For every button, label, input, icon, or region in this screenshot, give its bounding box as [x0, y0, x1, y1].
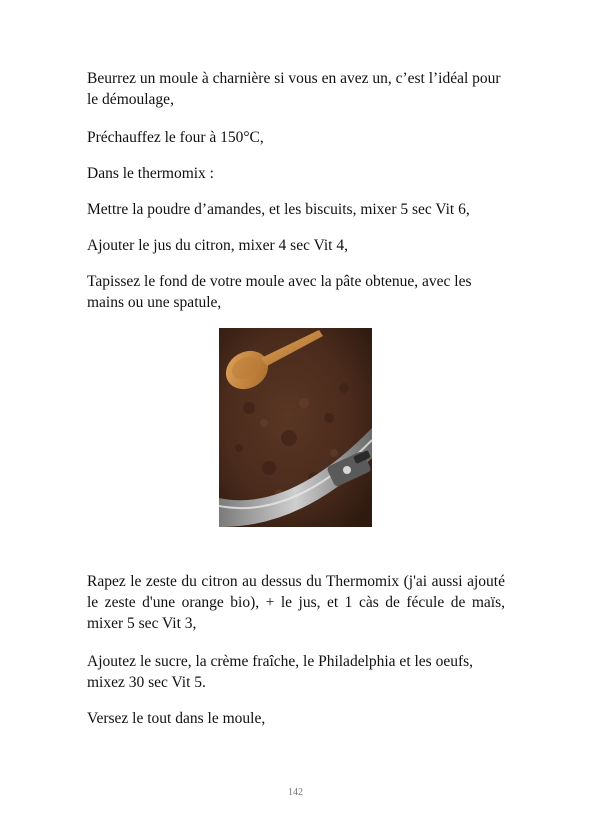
paragraph-add-sugar: Ajoutez le sucre, la crème fraîche, le Philadelphia et les oeufs, mixez 30 sec Vit 5.: [87, 653, 474, 691]
crust-photo-illustration: [219, 328, 372, 527]
paragraph-thermomix-heading: Dans le thermomix :: [87, 165, 214, 182]
paragraph-pour-mold: Versez le tout dans le moule,: [87, 710, 266, 727]
paragraph-line-mold: Tapissez le fond de votre moule avec la pâte obtenue, avec les mains ou une spatule,: [87, 273, 472, 311]
paragraph-mix-almonds: Mettre la poudre d’amandes, et les biscuits, mixer 5 sec Vit 6,: [87, 201, 470, 218]
paragraph-preheat-oven: Préchauffez le four à 150°C,: [87, 129, 264, 146]
paragraph-lemon-zest: Rapez le zeste du citron au dessus du Thermomix (j'ai aussi ajouté le zeste d'une orange bio), + le jus, et 1 càs de fécule de maïs, mixer 5 sec Vit 3,: [87, 573, 505, 632]
recipe-photo-crust-in-pan: [219, 328, 372, 527]
paragraph-butter-mold: Beurrez un moule à charnière si vous en avez un, c’est l’idéal pour le démoulage,: [87, 70, 501, 108]
paragraph-add-lemon-juice: Ajouter le jus du citron, mixer 4 sec Vit 4,: [87, 237, 348, 254]
page-number: 142: [288, 787, 303, 798]
